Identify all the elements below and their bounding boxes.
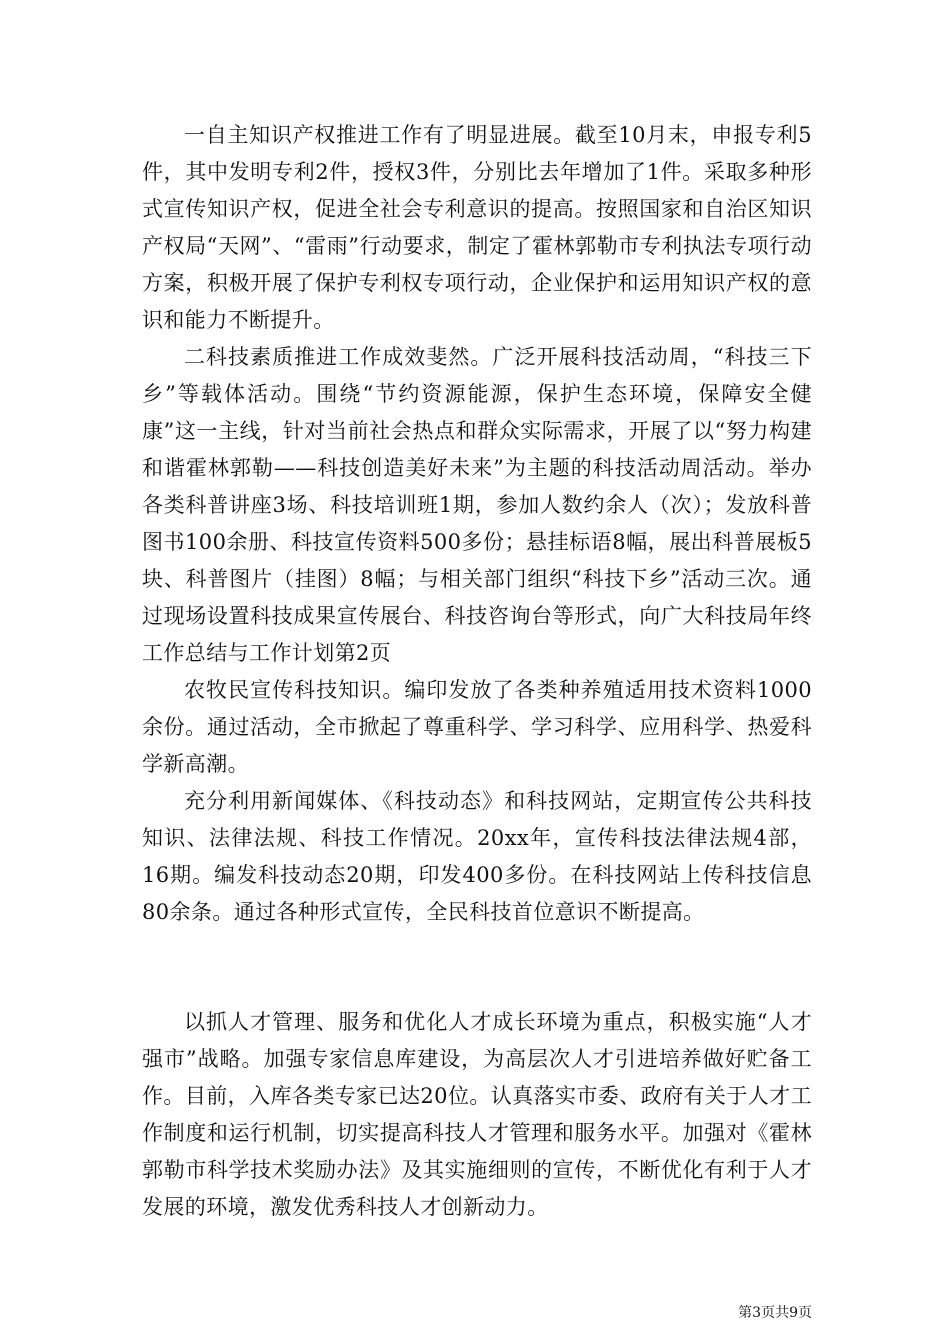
- paragraph-science-literacy: 二科技素质推进工作成效斐然。广泛开展科技活动周，“科技三下乡”等载体活动。围绕“节约资源能源，保护生态环境，保障安全健康”这一主线，针对当前社会热点和群众实际需求，开展了以“努力构建和谐霍林郭勒——科技创造美好未来”为主题的科技活动周活动。举办各类科普讲座3场、科技培训班1期，参加人数约余人（次）；发放科普图书100余册、科技宣传资料500多份；悬挂标语8幅，展出科普展板5块、科普图片（挂图）8幅；与相关部门组织“科技下乡”活动三次。通过现场设置科技成果宣传展台、科技咨询台等形式，向广大科技局年终工作总结与工作计划第2页: [142, 345, 812, 665]
- paragraph-intellectual-property: 一自主知识产权推进工作有了明显进展。截至10月末，申报专利5件，其中发明专利2件，授权3件，分别比去年增加了1件。采取多种形式宣传知识产权，促进全社会专利意识的提高。按照国家和自治区知识产权局“天网”、“雷雨”行动要求，制定了霍林郭勒市专利执法专项行动方案，积极开展了保护专利权专项行动，企业保护和运用知识产权的意识和能力不断提升。: [142, 123, 812, 332]
- paragraph-talent-strategy: 以抓人才管理、服务和优化人才成长环境为重点，积极实施“人才强市”战略。加强专家信息库建设，为高层次人才引进培养做好贮备工作。目前，入库各类专家已达20位。认真落实市委、政府有关于人才工作制度和运行机制，切实提高科技人才管理和服务水平。加强对《霍林郭勒市科学技术奖励办法》及其实施细则的宣传，不断优化有利于人才发展的环境，激发优秀科技人才创新动力。: [142, 1010, 812, 1219]
- document-body: [142, 117, 812, 1226]
- paragraph-farmers-outreach: 农牧民宣传科技知识。编印发放了各类种养殖适用技术资料1000余份。通过活动，全市掀起了尊重科学、学习科学、应用科学、热爱科学新高潮。: [142, 678, 812, 776]
- section-gap: [142, 931, 812, 1004]
- page-number-footer: 第3页共9页: [738, 1305, 812, 1321]
- paragraph-media-publicity: 充分利用新闻媒体、《科技动态》和科技网站，定期宣传公共科技知识、法律法规、科技工作情况。20xx年，宣传科技法律法规4部，16期。编发科技动态20期，印发400多份。在科技网站上传科技信息80余条。通过各种形式宣传，全民科技首位意识不断提高。: [142, 789, 812, 924]
